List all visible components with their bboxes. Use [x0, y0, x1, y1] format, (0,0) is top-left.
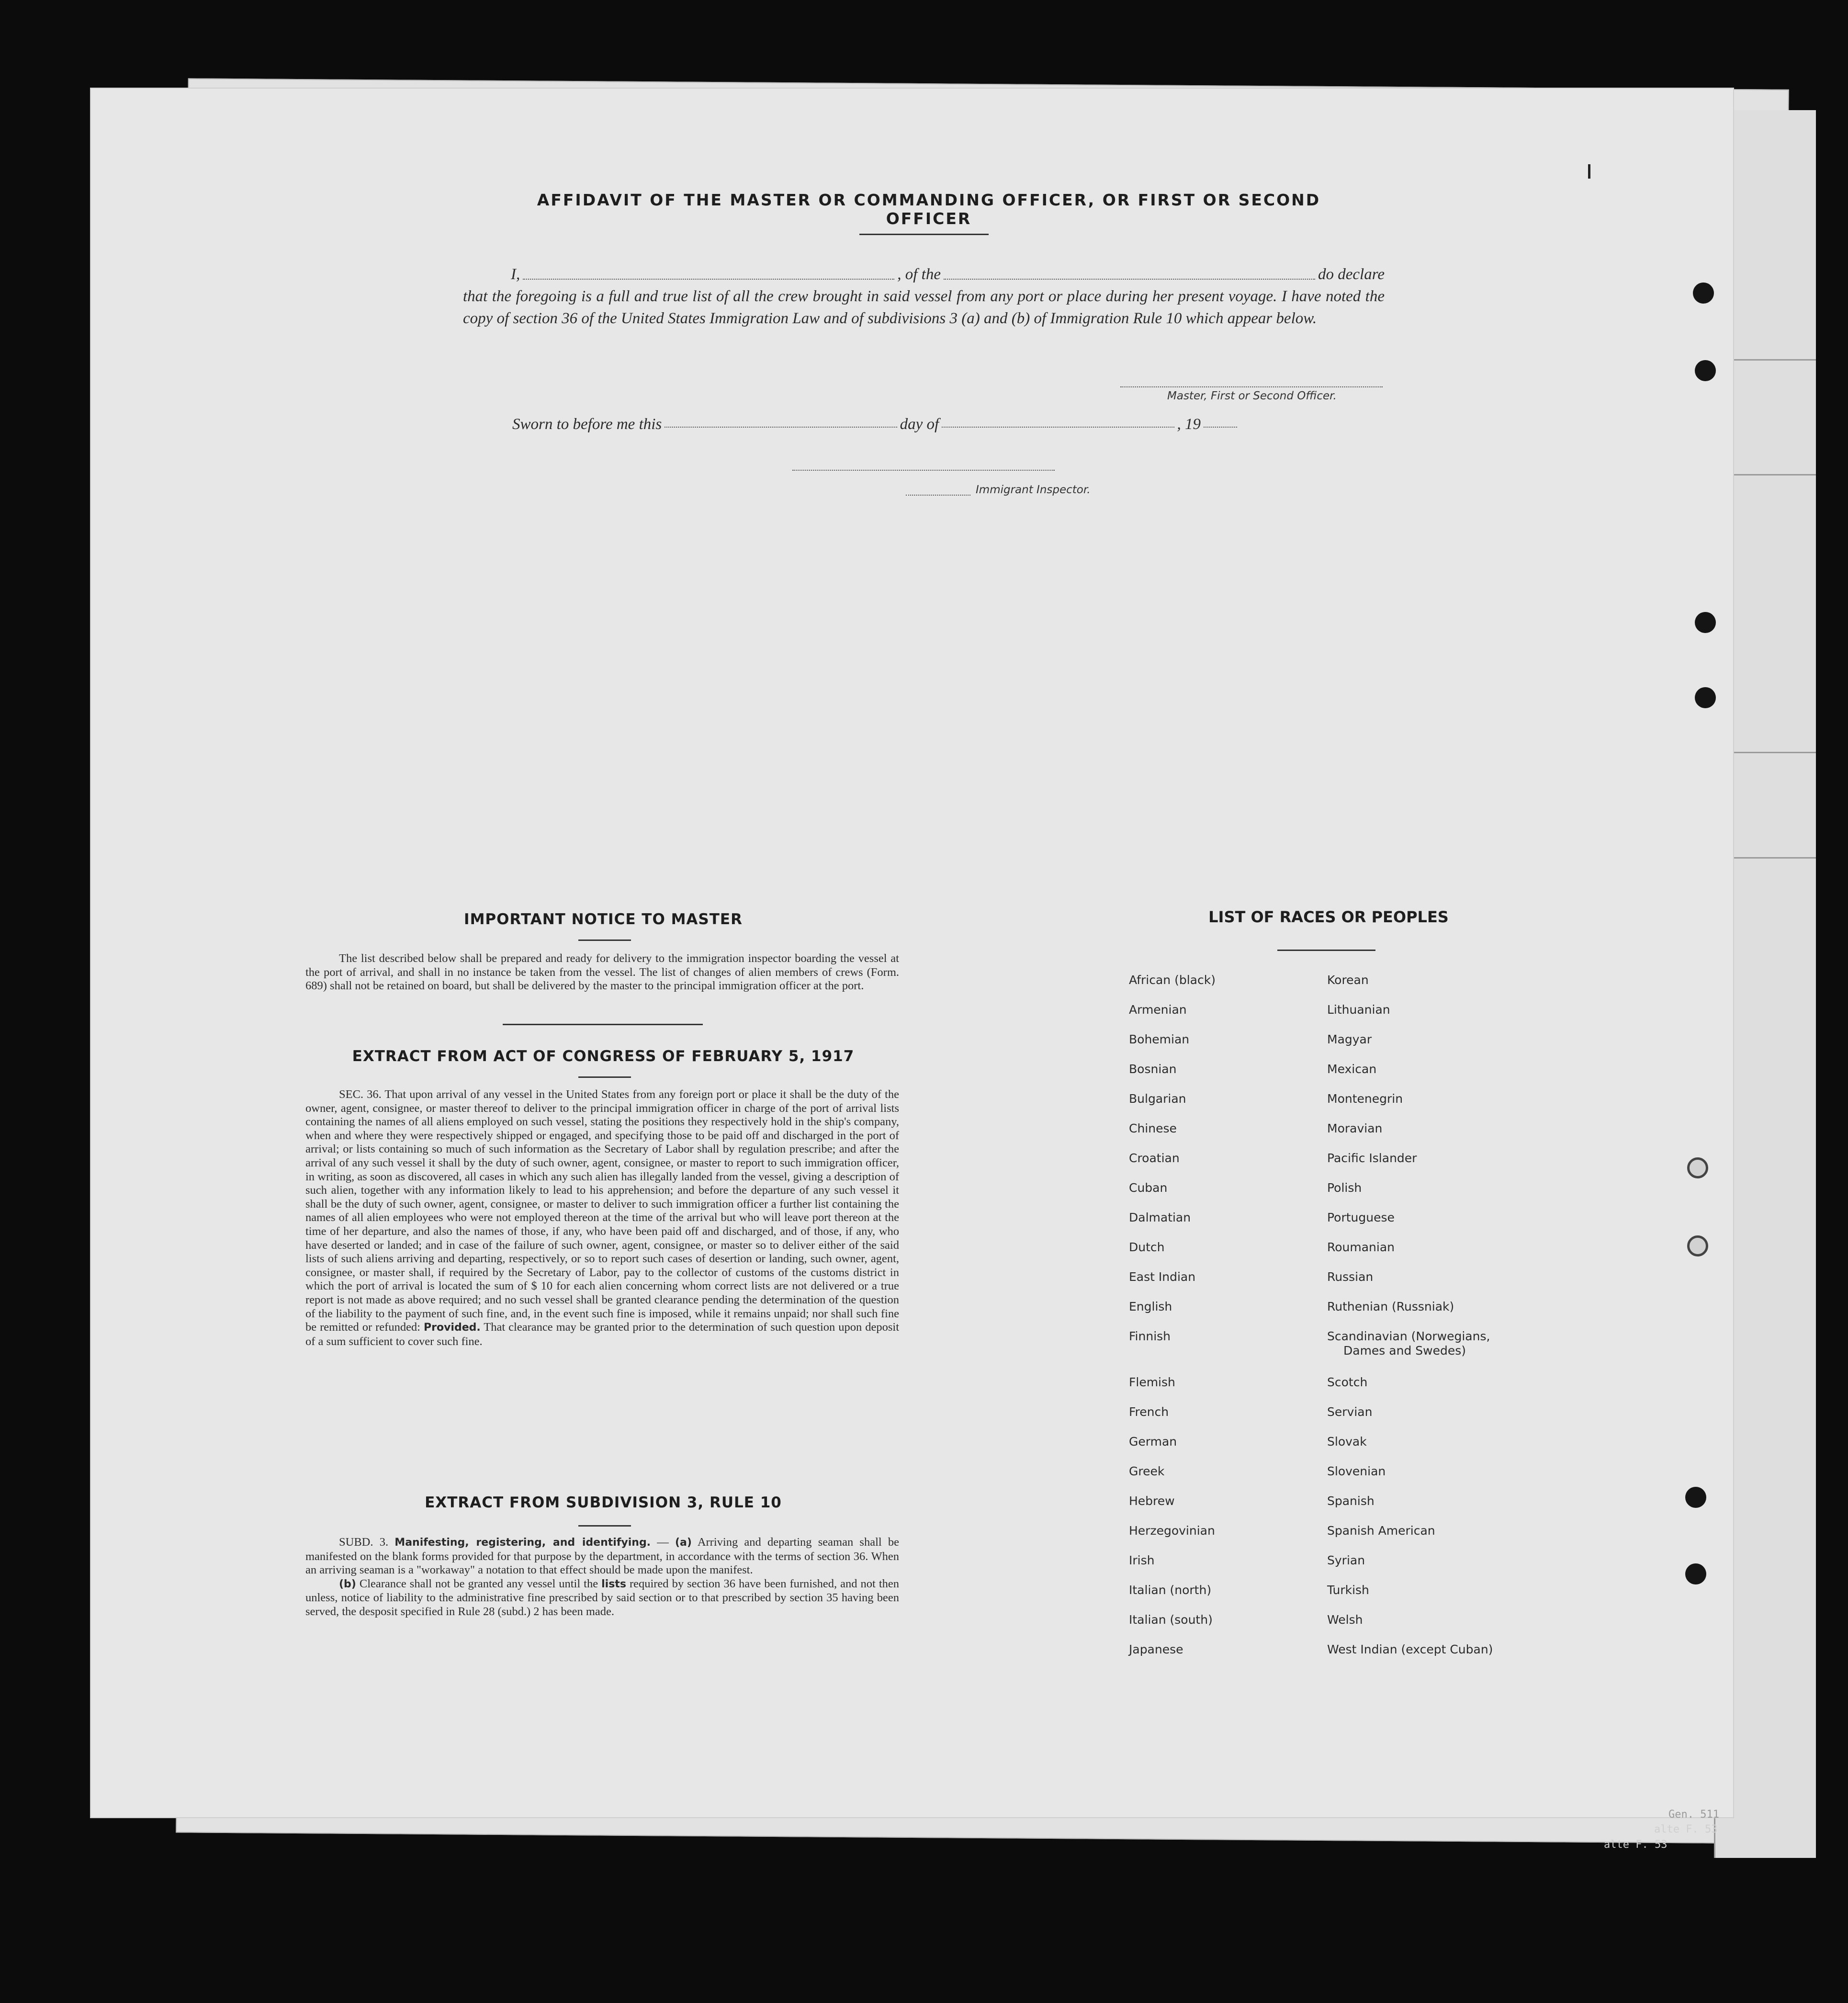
affidavit-body: [463, 263, 1385, 329]
sworn-year: , 19: [1177, 416, 1201, 433]
affidavit-i: I,: [511, 266, 520, 283]
race-item: Turkish: [1327, 1583, 1369, 1597]
race-item: Cuban: [1129, 1181, 1168, 1195]
rule-a-label: (a): [675, 1537, 692, 1549]
punch-hole-5: [1687, 1157, 1708, 1178]
affidavit-declare: do declare: [1318, 266, 1385, 283]
race-item: Magyar: [1327, 1032, 1372, 1046]
affidavit-title: AFFIDAVIT OF THE MASTER OR COMMANDING OFFICER, OR FIRST OR SECOND OFFICER: [537, 191, 1321, 228]
race-item: Greek: [1129, 1464, 1165, 1478]
race-item: Chinese: [1129, 1121, 1177, 1135]
affidavit-text: that the foregoing is a full and true list of all the crew brought in said vessel from any port or place during her present voyage. I have noted the copy of section 36 of the United States Immigration Law and of subdivisions 3 (a) and (b) of Immigration Rule 10 which appear below.: [463, 288, 1385, 327]
rule-b-text1: Clearance shall not be granted any vessel until the: [359, 1577, 598, 1590]
race-item: Slovak: [1327, 1435, 1367, 1448]
race-item: French: [1129, 1405, 1169, 1419]
race-item: Mexican: [1327, 1062, 1377, 1076]
rule-dash: —: [651, 1536, 675, 1549]
race-item: Welsh: [1327, 1613, 1363, 1627]
sworn-month-blank[interactable]: [942, 426, 1174, 428]
rule-paragraph-a: [305, 1536, 899, 1577]
notice-text: [305, 952, 899, 993]
race-item: Armenian: [1129, 1003, 1187, 1017]
sworn-year-blank[interactable]: [1204, 426, 1237, 428]
sworn-day-of: day of: [900, 416, 939, 433]
race-item: African (black): [1129, 973, 1216, 987]
race-item: Bulgarian: [1129, 1092, 1186, 1106]
race-item: Slovenian: [1327, 1464, 1386, 1478]
race-item: Hebrew: [1129, 1494, 1175, 1508]
name-blank[interactable]: [523, 278, 894, 280]
rule-subd-prefix: SUBD. 3.: [339, 1536, 389, 1549]
notice-paragraph: The list described below shall be prepared and ready for delivery to the immigration inspector boarding the vessel at the port of arrival, and shall in no instance be taken from the vessel. The list of changes of alien members of crews (Form. 689) shall not be retained on board, but shall be delivered by the master to the principal immigration officer at the port.: [305, 952, 899, 993]
margin-mark: [1588, 164, 1590, 179]
race-item: English: [1129, 1300, 1172, 1313]
sworn-prefix: Sworn to before me this: [512, 416, 662, 433]
race-item: East Indian: [1129, 1270, 1196, 1284]
race-item: Dutch: [1129, 1240, 1165, 1254]
race-item-line2: Dames and Swedes): [1343, 1344, 1466, 1358]
punch-hole-7: [1685, 1487, 1706, 1508]
rule-paragraph-b: [305, 1577, 899, 1619]
sworn-day-blank[interactable]: [665, 426, 897, 428]
rule-b-text2: required by section 36 have been furnished, and not then unless, notice of liability to the administrative fine prescribed by said section or to that prescribed by section 35 having been served, the desposit specified in Rule 28 (subd.) 2 has been made.: [305, 1577, 900, 1618]
rule-title-rule: [578, 1525, 631, 1527]
race-item: Scotch: [1327, 1375, 1368, 1389]
race-item: Ruthenian (Russniak): [1327, 1300, 1454, 1313]
act-paragraph: [305, 1088, 899, 1348]
races-column-2: [1327, 973, 1493, 1672]
punch-hole-1: [1693, 283, 1714, 304]
race-item: Spanish: [1327, 1494, 1375, 1508]
race-item: Roumanian: [1327, 1240, 1395, 1254]
sworn-line: [512, 416, 1240, 433]
master-signature-line[interactable]: [1120, 386, 1383, 387]
act-text: [305, 1088, 899, 1348]
rule-title: EXTRACT FROM SUBDIVISION 3, RULE 10: [425, 1494, 782, 1511]
races-title: LIST OF RACES OR PEOPLES: [1208, 908, 1449, 926]
punch-hole-4: [1695, 687, 1716, 708]
race-item: Servian: [1327, 1405, 1373, 1419]
race-item: [1327, 1329, 1493, 1375]
rule-b-lists: lists: [601, 1578, 626, 1590]
race-item: Italian (south): [1129, 1613, 1213, 1627]
race-item: West Indian (except Cuban): [1327, 1642, 1493, 1656]
punch-hole-8: [1685, 1563, 1706, 1584]
race-item: Pacific Islander: [1327, 1151, 1417, 1165]
race-item: Dalmatian: [1129, 1211, 1191, 1224]
punch-hole-2: [1695, 360, 1716, 381]
rule-text: [305, 1536, 899, 1619]
race-item: Italian (north): [1129, 1583, 1212, 1597]
race-item: Flemish: [1129, 1375, 1175, 1389]
race-item: Moravian: [1327, 1121, 1383, 1135]
affidavit-first-line: [463, 263, 1385, 285]
race-item: Finnish: [1129, 1329, 1171, 1343]
punch-hole-6: [1687, 1235, 1708, 1256]
act-title: EXTRACT FROM ACT OF CONGRESS OF FEBRUARY 5, 1917: [352, 1048, 855, 1065]
punch-hole-3: [1695, 612, 1716, 633]
race-item: Bohemian: [1129, 1032, 1190, 1046]
rule-a-text: Arriving and departing seaman shall be manifested on the blank forms provided for that purpose by the department, in accordance with the terms of section 36. When an arriving seaman is a "workaway" a notation to that effect should be made upon the manifest.: [305, 1536, 900, 1577]
corner-stamp-0: Gen. 511: [1668, 1809, 1719, 1821]
race-item: Croatian: [1129, 1151, 1180, 1165]
race-item: Polish: [1327, 1181, 1362, 1195]
inspector-short-line: [906, 494, 970, 496]
affidavit-title-rule: [859, 234, 989, 235]
rule-b-label: (b): [339, 1578, 356, 1590]
corner-stamp-2: alte F. 53: [1604, 1839, 1668, 1851]
act-title-rule: [578, 1076, 631, 1078]
rule-subd-heading: Manifesting, registering, and identifying.: [394, 1537, 651, 1549]
race-item: Portuguese: [1327, 1211, 1395, 1224]
race-item: Irish: [1129, 1553, 1155, 1567]
act-provided: Provided.: [423, 1322, 481, 1334]
vessel-blank[interactable]: [944, 278, 1315, 280]
race-item-line1: Scandinavian (Norwegians,: [1327, 1329, 1490, 1343]
corner-stamp-1: alte F. 53: [1654, 1823, 1718, 1835]
race-item: Spanish American: [1327, 1524, 1435, 1538]
notice-title: IMPORTANT NOTICE TO MASTER: [464, 911, 743, 928]
inspector-signature-line[interactable]: [792, 469, 1055, 471]
act-text-after: That clearance may be granted prior to the determination of such question upon deposit of a sum sufficient to cover such fine.: [305, 1321, 899, 1348]
race-item: Montenegrin: [1327, 1092, 1403, 1106]
race-item: Japanese: [1129, 1642, 1183, 1656]
inspector-label: Immigrant Inspector.: [976, 484, 1091, 496]
act-text-main: SEC. 36. That upon arrival of any vessel in the United States from any foreign port or place it shall be the duty of the owner, agent, consignee, or master thereof to deliver to the principal immigration officer in charge of the port of arrival lists containing the names of all aliens employed on such vessel, stating the positions they respectively hold in the ship's company, when and where they were respectively shipped or engaged, and specifying those to be paid off and discharged in the port of arrival; or lists containing so much of such information as the Secretary of Labor shall by regulation prescribe; and after the arrival of any such vessel it shall by the duty of such owner, agent, consignee, or master to report to such immigration officer, in writing, as soon as discovered, all cases in which any such alien has illegally landed from the vessel, giving a description of such alien, together with any information likely to lead to his apprehension; and before the departure of any such vessel it shall be the duty of such owner, agent, consignee, or master to deliver to such immigration officer a further list containing the names of all alien employees who were not employed thereon at the time of the arrival but who will leave port thereon at the time of her departure, and also the names of those, if any, who have been paid off and discharged, and of those, if any, who have deserted or landed; and in case of the failure of such owner, agent, consignee, or master so to deliver either of the said lists of such aliens arriving and departing, respectively, or so to report such cases of desertion or landing, such owner, agent, consignee, or master shall, if required by the Secretary of Labor, pay to the collector of customs of the customs district in which the port of arrival is located the sum of $ 10 for each alien concerning whom correct lists are not delivered or a true report is not made as above required; and no such vessel shall be granted clearance pending the determination of the question of the liability to the payment of such fine, and, in the event such fine is imposed, while it remains unpaid; nor shall such fine be remitted or refunded:: [305, 1088, 899, 1334]
races-title-rule: [1277, 950, 1375, 951]
race-item: Bosnian: [1129, 1062, 1177, 1076]
race-item: Syrian: [1327, 1553, 1365, 1567]
master-signature-label: Master, First or Second Officer.: [1167, 390, 1337, 402]
race-item: Russian: [1327, 1270, 1374, 1284]
notice-divider: [503, 1024, 703, 1025]
races-column-1: [1129, 973, 1216, 1672]
race-item: Korean: [1327, 973, 1369, 987]
race-item: Lithuanian: [1327, 1003, 1390, 1017]
affidavit-of-the: , of the: [897, 266, 941, 283]
race-item: Herzegovinian: [1129, 1524, 1215, 1538]
race-item: German: [1129, 1435, 1177, 1448]
notice-title-rule: [578, 939, 631, 941]
